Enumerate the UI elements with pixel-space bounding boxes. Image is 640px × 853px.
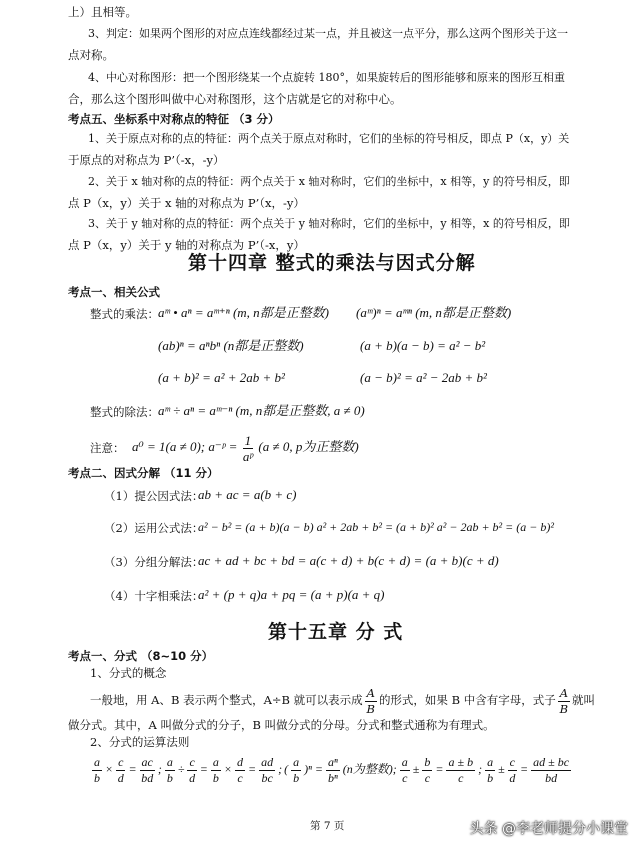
- fraction: [291, 755, 301, 786]
- operator: =: [199, 762, 208, 776]
- formula: a² − b² = (a + b)(a − b) a² + 2ab + b² = (a + b)² a² − 2ab + b² = (a − b)²: [198, 520, 554, 534]
- formula: aᵐ ÷ aⁿ = aᵐ⁻ⁿ (m, n都是正整数, a ≠ 0): [158, 403, 365, 418]
- denominator: bc: [261, 770, 273, 785]
- fraction: [531, 755, 571, 786]
- numerator: a: [293, 754, 300, 769]
- operator: =: [248, 762, 257, 776]
- label: （1）提公因式法：: [104, 489, 204, 503]
- fraction: [92, 755, 102, 786]
- operator: (: [284, 762, 289, 776]
- section-heading: 考点一、相关公式: [68, 285, 160, 299]
- numerator: c: [118, 754, 124, 769]
- text-line: 做分式。其中，A 叫做分式的分子，B 叫做分式的分母。分式和整式通称为有理式。: [68, 718, 495, 732]
- text-part: 一般地，用 A、B 表示两个整式，A÷B 就可以表示成: [90, 693, 363, 707]
- fraction-rules: [90, 752, 573, 786]
- fraction: [140, 755, 155, 786]
- section-heading: 考点二、因式分解 （11 分）: [68, 466, 219, 480]
- fraction: [165, 755, 175, 786]
- fraction: [558, 686, 570, 717]
- numerator: aⁿ: [328, 754, 338, 769]
- numerator: b: [424, 754, 431, 769]
- numerator: a: [487, 754, 494, 769]
- operator: ;: [478, 762, 483, 776]
- formula: (ab)ⁿ = aⁿbⁿ (n都是正整数): [158, 338, 304, 353]
- text-line: 于原点的对称点为 P’（-x，-y）: [68, 153, 225, 167]
- formula: (a + b)(a − b) = a² − b²: [360, 338, 486, 353]
- denominator: d: [509, 770, 516, 785]
- numerator: 1: [244, 432, 252, 448]
- fraction: [243, 433, 254, 464]
- subsection-heading: 2、分式的运算法则: [90, 735, 190, 749]
- denominator: B: [366, 701, 375, 716]
- operator: )ⁿ =: [304, 762, 323, 776]
- fraction: [235, 755, 245, 786]
- denominator: d: [117, 770, 124, 785]
- operator: ;: [278, 762, 283, 776]
- fraction: [116, 755, 125, 786]
- denominator: bd: [545, 770, 558, 785]
- operator: ±: [412, 762, 420, 776]
- fraction: [259, 755, 275, 786]
- text-line: 点对称。: [68, 48, 114, 62]
- denominator: aᵖ: [242, 448, 254, 464]
- numerator: a: [166, 754, 173, 769]
- denominator: b: [293, 770, 300, 785]
- denominator: b: [212, 770, 219, 785]
- text-line: 4、中心对称图形：把一个图形绕某一个点旋转 180°，如果旋转后的图形能够和原来的图形互相重: [88, 71, 565, 84]
- operator: =: [520, 762, 529, 776]
- page-number: 第 7 页: [310, 820, 345, 832]
- fraction: [365, 686, 377, 717]
- text-part: 就叫: [572, 693, 596, 707]
- operator: ±: [498, 762, 505, 776]
- label: 整式的乘法：: [90, 307, 159, 321]
- fraction: [326, 755, 340, 786]
- operator: =: [435, 762, 444, 776]
- denominator: c: [237, 770, 243, 785]
- numerator: a ± b: [448, 754, 474, 769]
- formula: (a + b)² = a² + 2ab + b²: [158, 370, 285, 385]
- section-heading: 考点五、坐标系中对称点的特征 （3 分）: [68, 112, 280, 126]
- text-line: 3、判定：如果两个图形的对应点连线都经过某一点，并且被这一点平分，那么这两个图形关于这一: [88, 27, 568, 40]
- formula: ab + ac = a(b + c): [198, 487, 297, 502]
- denominator: b: [487, 770, 494, 785]
- label: 整式的除法：: [90, 405, 159, 419]
- denominator: B: [559, 701, 569, 716]
- denominator: bⁿ: [328, 770, 338, 785]
- fraction: [400, 755, 410, 786]
- denominator: c: [424, 770, 431, 785]
- numerator: d: [237, 754, 244, 769]
- text-line: 点 P（x，y）关于 y 轴的对称点为 P’（-x，y）: [68, 238, 305, 252]
- chapter-title: 第十五章 分 式: [268, 621, 404, 643]
- formula: (a − b)² = a² − 2ab + b²: [360, 370, 487, 385]
- operator: ×: [223, 762, 233, 776]
- formula: ac + ad + bc + bd = a(c + d) + b(c + d) = (a + b)(c + d): [198, 553, 499, 568]
- operator: (n为整数);: [342, 762, 397, 776]
- label: （3）分组分解法：: [104, 555, 204, 569]
- numerator: c: [509, 754, 515, 769]
- denominator: b: [94, 770, 100, 785]
- text-line: 1、关于原点对称的点的特征：两个点关于原点对称时，它们的坐标的符号相反，即点 P（x，y）关: [88, 132, 570, 145]
- formula: aᵐ • aⁿ = aᵐ⁺ⁿ (m, n都是正整数): [158, 305, 330, 320]
- formula-part: a⁰ = 1(a ≠ 0); a⁻ᵖ =: [132, 439, 238, 454]
- operator: ÷: [177, 762, 185, 776]
- formula: a² + (p + q)a + pq = (a + p)(a + q): [198, 587, 385, 602]
- formula: (aᵐ)ⁿ = aᵐⁿ (m, n都是正整数): [356, 305, 512, 320]
- formula: [132, 432, 359, 464]
- watermark: 头条 @李老师提分小课堂: [469, 821, 628, 837]
- fraction: [485, 755, 495, 786]
- denominator: c: [402, 770, 408, 785]
- numerator: A: [559, 685, 569, 700]
- label: （4）十字相乘法：: [104, 589, 204, 603]
- subsection-heading: 1、分式的概念: [90, 666, 167, 680]
- text-line: 2、关于 x 轴对称的点的特征：两个点关于 x 轴对称时，它们的坐标中，x 相等，y 的符号相反，即: [88, 175, 570, 188]
- operator: =: [128, 762, 137, 776]
- text-line: [90, 684, 595, 717]
- denominator: bd: [141, 770, 154, 785]
- denominator: b: [166, 770, 173, 785]
- numerator: a: [401, 754, 408, 769]
- section-heading: 考点一、分式 （8~10 分）: [68, 649, 214, 663]
- text-line: 上）且相等。: [68, 5, 137, 19]
- operator: ;: [157, 762, 162, 776]
- numerator: ac: [141, 754, 153, 769]
- denominator: c: [458, 770, 464, 785]
- numerator: a: [212, 754, 219, 769]
- chapter-title: 第十四章 整式的乘法与因式分解: [188, 252, 476, 274]
- numerator: A: [366, 685, 375, 700]
- fraction: [508, 755, 517, 786]
- denominator: d: [189, 770, 196, 785]
- operator: ×: [105, 762, 114, 776]
- label: （2）运用公式法：: [104, 521, 204, 535]
- numerator: a: [94, 754, 100, 769]
- formula-part: (a ≠ 0, p为正整数): [258, 439, 359, 454]
- numerator: ad ± bc: [533, 754, 570, 769]
- numerator: ad: [261, 754, 274, 769]
- numerator: c: [189, 754, 195, 769]
- text-part: 的形式，如果 B 中含有字母，式子: [378, 693, 556, 707]
- fraction: [446, 755, 475, 786]
- label: 注意：: [90, 441, 125, 455]
- text-line: 合，那么这个图形叫做中心对称图形，这个店就是它的对称中心。: [68, 92, 402, 106]
- fraction: [422, 755, 432, 786]
- text-line: 点 P（x，y）关于 x 轴的对称点为 P’（x，-y）: [68, 196, 305, 210]
- text-line: 3、关于 y 轴对称的点的特征：两个点关于 y 轴对称时，它们的坐标中，y 相等，x 的符号相反，即: [88, 217, 570, 230]
- fraction: [187, 755, 196, 786]
- fraction: [211, 755, 221, 786]
